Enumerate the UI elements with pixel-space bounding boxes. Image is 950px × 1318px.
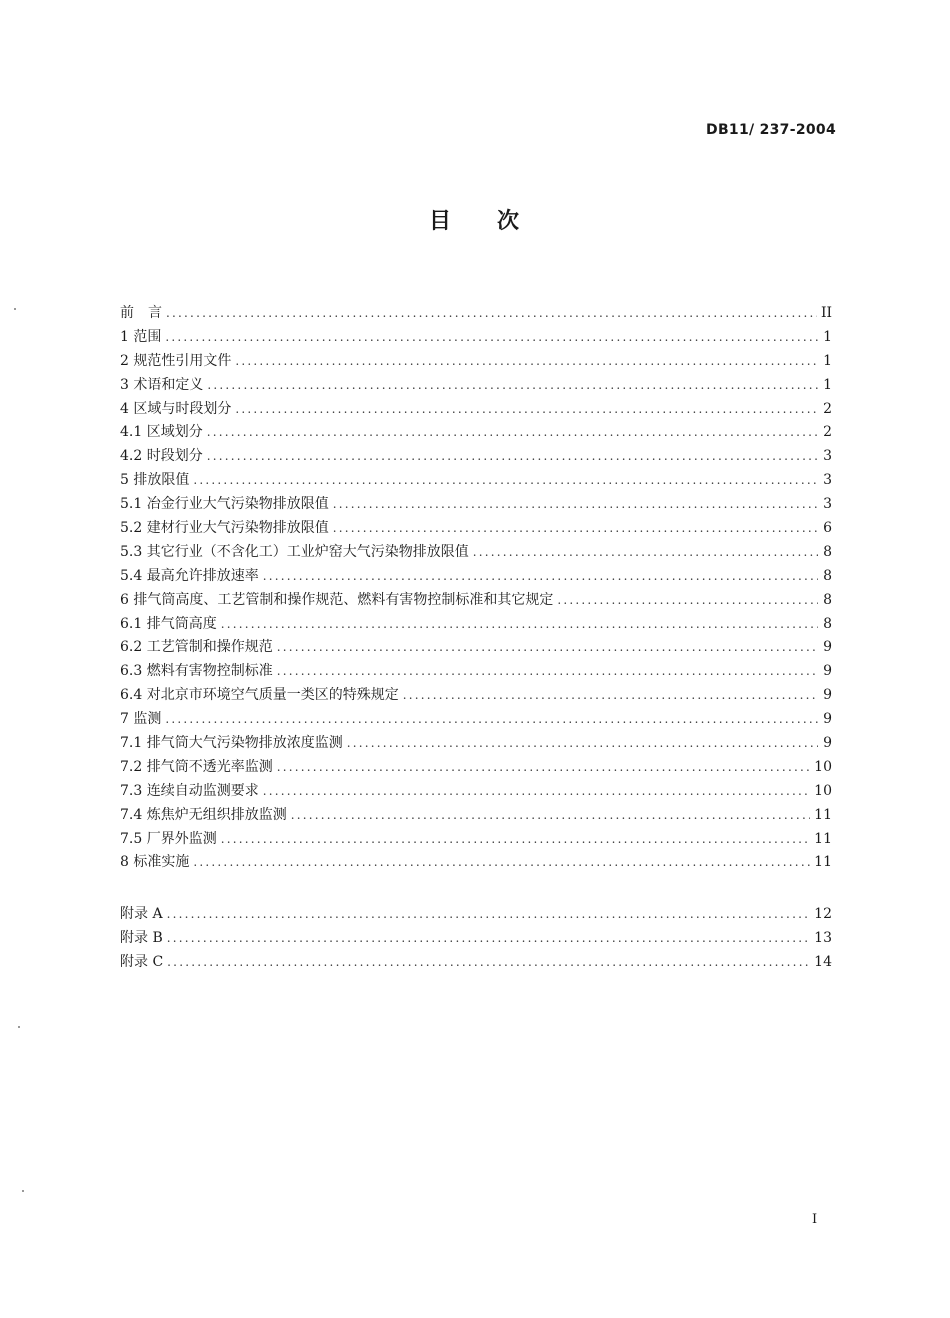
toc-entry-title: 7.5 厂界外监测 (120, 830, 217, 847)
toc-entry-page: 9 (823, 687, 832, 704)
toc-entry-page: 6 (823, 520, 832, 537)
dot-leader (333, 493, 818, 517)
toc-entry[interactable] (120, 589, 832, 613)
toc-entry[interactable] (120, 565, 832, 589)
toc-entry-page: 9 (823, 711, 832, 728)
toc-entry[interactable] (120, 326, 832, 350)
toc-entry-page: 2 (823, 400, 832, 417)
toc-entry-title: 7.3 连续自动监测要求 (120, 782, 259, 799)
dot-leader (207, 374, 818, 398)
toc-entry-title: 5.1 冶金行业大气污染物排放限值 (120, 496, 329, 513)
toc-entry-page: 8 (823, 543, 832, 560)
dot-leader (221, 613, 818, 637)
toc-entry-title: 附录 C (120, 953, 164, 970)
toc-entry-page: 3 (823, 472, 832, 489)
appendix-entry[interactable] (120, 927, 832, 951)
dot-leader (347, 732, 818, 756)
toc-entry-title: 7 监测 (120, 711, 162, 728)
toc-entry-title: 8 标准实施 (120, 854, 190, 871)
dot-leader (263, 565, 818, 589)
toc-entry[interactable] (120, 851, 832, 875)
dot-leader (277, 636, 818, 660)
appendix-list (120, 903, 832, 975)
toc-entry-title: 6.1 排气筒高度 (120, 615, 217, 632)
toc-entry-title: 附录 A (120, 906, 163, 922)
toc-entry[interactable] (120, 517, 832, 541)
toc-entry-title: 5.2 建材行业大气污染物排放限值 (120, 520, 329, 537)
toc-entry-title: 3 术语和定义 (120, 376, 204, 393)
toc-entry[interactable] (120, 780, 832, 804)
toc-entry-page: 10 (814, 782, 832, 799)
toc-entry-title: 7.2 排气筒不透光率监测 (120, 758, 273, 775)
toc-entry-page: 12 (814, 906, 832, 922)
toc-entry[interactable] (120, 828, 832, 852)
toc-entry[interactable] (120, 493, 832, 517)
toc-entry[interactable] (120, 469, 832, 493)
dot-leader (167, 951, 810, 975)
toc-entry-title: 6 排气筒高度、工艺管制和操作规范、燃料有害物控制标准和其它规定 (120, 591, 554, 608)
toc-entry[interactable] (120, 804, 832, 828)
toc-entry-title: 5.4 最高允许排放速率 (120, 567, 259, 584)
toc-entry-title: 前 言 (120, 305, 162, 321)
scan-speck (22, 1190, 24, 1192)
dot-leader (165, 708, 818, 732)
dot-leader (473, 541, 818, 565)
toc-entry[interactable] (120, 732, 832, 756)
toc-entry-page: 2 (823, 424, 832, 441)
toc-entry-page: 11 (814, 830, 832, 847)
toc-entry[interactable] (120, 756, 832, 780)
dot-leader (207, 445, 818, 469)
toc-entry-page: 8 (823, 615, 832, 632)
dot-leader (235, 398, 818, 422)
dot-leader (235, 350, 818, 374)
toc-entry-title: 6.2 工艺管制和操作规范 (120, 639, 273, 656)
dot-leader (291, 804, 810, 828)
toc-entry-title: 4.1 区域划分 (120, 424, 203, 441)
toc-entry-page: II (820, 305, 832, 321)
dot-leader (166, 302, 817, 326)
toc-entry-title: 5 排放限值 (120, 472, 190, 489)
toc-entry[interactable] (120, 636, 832, 660)
toc-entry-title: 4.2 时段划分 (120, 448, 203, 465)
toc-entry-page: 10 (814, 758, 832, 775)
appendix-entry[interactable] (120, 951, 832, 975)
toc-entry-page: 8 (823, 567, 832, 584)
toc-entry-title: 4 区域与时段划分 (120, 400, 232, 417)
table-of-contents (120, 302, 832, 875)
toc-entry-page: 9 (823, 663, 832, 680)
page-title-part2: 次 (497, 209, 522, 234)
toc-entry-page: 11 (814, 806, 832, 823)
toc-entry-title: 2 规范性引用文件 (120, 352, 232, 369)
page-title (0, 204, 950, 235)
dot-leader (277, 660, 818, 684)
page-title-part1: 目 (428, 209, 453, 234)
dot-leader (263, 780, 810, 804)
toc-entry-title: 5.3 其它行业（不含化工）工业炉窑大气污染物排放限值 (120, 543, 469, 560)
toc-entry-page: 9 (823, 735, 832, 752)
dot-leader (193, 851, 810, 875)
dot-leader (167, 927, 810, 951)
toc-entry[interactable] (120, 302, 832, 326)
toc-entry-page: 1 (823, 376, 832, 393)
dot-leader (165, 326, 818, 350)
document-code: DB11/ 237-2004 (706, 122, 836, 138)
toc-entry-title: 6.4 对北京市环境空气质量一类区的特殊规定 (120, 687, 399, 704)
dot-leader (207, 421, 818, 445)
dot-leader (403, 684, 818, 708)
toc-entry[interactable] (120, 613, 832, 637)
toc-entry[interactable] (120, 708, 832, 732)
toc-entry-page: 13 (814, 929, 832, 946)
page-number: I (812, 1212, 818, 1227)
dot-leader (333, 517, 818, 541)
dot-leader (557, 589, 818, 613)
toc-entry-title: 7.1 排气筒大气污染物排放浓度监测 (120, 735, 343, 752)
dot-leader (277, 756, 810, 780)
toc-entry[interactable] (120, 660, 832, 684)
toc-entry[interactable] (120, 541, 832, 565)
dot-leader (221, 828, 810, 852)
toc-entry-title: 1 范围 (120, 328, 162, 345)
toc-entry-title: 附录 B (120, 929, 163, 946)
toc-entry-page: 3 (823, 448, 832, 465)
scan-speck (18, 1026, 20, 1028)
toc-entry-page: 1 (823, 352, 832, 369)
toc-entry-page: 14 (814, 953, 832, 970)
toc-entry[interactable] (120, 398, 832, 422)
toc-entry-page: 8 (823, 591, 832, 608)
toc-entry-title: 7.4 炼焦炉无组织排放监测 (120, 806, 287, 823)
toc-entry-page: 11 (814, 854, 832, 871)
toc-entry-page: 3 (823, 496, 832, 513)
dot-leader (167, 903, 811, 927)
toc-entry[interactable] (120, 684, 832, 708)
toc-entry-page: 9 (823, 639, 832, 656)
toc-entry[interactable] (120, 445, 832, 469)
toc-entry[interactable] (120, 374, 832, 398)
scan-speck (14, 308, 16, 310)
appendix-entry[interactable] (120, 903, 832, 927)
toc-entry[interactable] (120, 350, 832, 374)
toc-entry-title: 6.3 燃料有害物控制标准 (120, 663, 273, 680)
toc-entry[interactable] (120, 421, 832, 445)
toc-entry-page: 1 (823, 328, 832, 345)
dot-leader (193, 469, 818, 493)
